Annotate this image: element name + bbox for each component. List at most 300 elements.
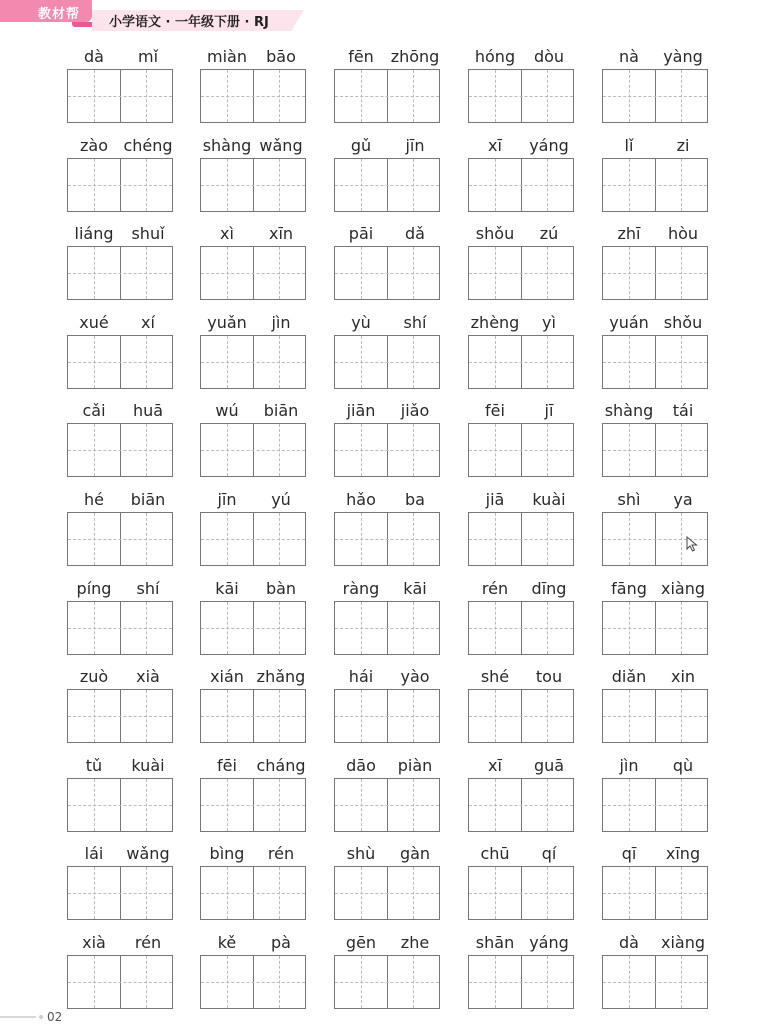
guide-line bbox=[227, 867, 228, 919]
guide-line bbox=[361, 513, 362, 565]
guide-line bbox=[68, 185, 172, 186]
pinyin-label: zhōng bbox=[390, 47, 440, 66]
guide-line bbox=[603, 716, 707, 717]
guide-line bbox=[413, 159, 414, 211]
pinyin-label: zhī bbox=[617, 224, 641, 243]
pinyin-label: jīn bbox=[217, 490, 237, 509]
tianzige-writing-box[interactable] bbox=[200, 335, 306, 389]
pinyin-label: xiàng bbox=[660, 933, 705, 952]
guide-line bbox=[681, 424, 682, 476]
pinyin-label: xì bbox=[220, 224, 234, 243]
pinyin-label: ba bbox=[405, 490, 425, 509]
tianzige-writing-box[interactable] bbox=[200, 689, 306, 743]
word-cell bbox=[468, 933, 576, 1019]
word-cell bbox=[334, 224, 442, 310]
tianzige-writing-box[interactable] bbox=[468, 423, 574, 477]
tianzige-writing-box[interactable] bbox=[468, 778, 574, 832]
word-cell bbox=[602, 47, 710, 133]
pinyin-label: yuán bbox=[609, 313, 649, 332]
word-cell bbox=[602, 844, 710, 930]
pinyin-label: wǎng bbox=[259, 136, 303, 155]
pinyin-label: pāi bbox=[348, 224, 374, 243]
guide-line bbox=[68, 716, 172, 717]
tianzige-writing-box[interactable] bbox=[67, 69, 173, 123]
guide-line bbox=[603, 982, 707, 983]
guide-line bbox=[547, 424, 548, 476]
guide-line bbox=[413, 867, 414, 919]
tianzige-writing-box[interactable] bbox=[334, 601, 440, 655]
pinyin-label: pà bbox=[271, 933, 291, 952]
guide-line bbox=[227, 602, 228, 654]
tianzige-writing-box[interactable] bbox=[334, 158, 440, 212]
guide-line bbox=[361, 779, 362, 831]
guide-line bbox=[227, 424, 228, 476]
guide-line bbox=[629, 690, 630, 742]
word-cell bbox=[468, 401, 576, 487]
pinyin-label: hé bbox=[84, 490, 104, 509]
guide-line bbox=[146, 70, 147, 122]
pinyin-label: yáng bbox=[529, 933, 569, 952]
guide-line bbox=[495, 779, 496, 831]
pinyin-label: kāi bbox=[215, 579, 239, 598]
pinyin-label: xī bbox=[488, 756, 502, 775]
word-cell bbox=[200, 667, 308, 753]
guide-line bbox=[227, 513, 228, 565]
tianzige-writing-box[interactable] bbox=[602, 335, 708, 389]
guide-line bbox=[361, 159, 362, 211]
pinyin-label: biān bbox=[130, 490, 166, 509]
guide-line bbox=[94, 247, 95, 299]
guide-line bbox=[201, 982, 305, 983]
word-cell bbox=[334, 579, 442, 665]
pinyin-label: miàn bbox=[207, 47, 247, 66]
guide-line bbox=[201, 96, 305, 97]
tianzige-writing-box[interactable] bbox=[334, 335, 440, 389]
pinyin-label: chéng bbox=[123, 136, 173, 155]
pinyin-label: xià bbox=[136, 667, 160, 686]
guide-line bbox=[547, 247, 548, 299]
guide-line bbox=[495, 867, 496, 919]
guide-line bbox=[495, 424, 496, 476]
word-cell bbox=[468, 47, 576, 133]
pinyin-label: jī bbox=[544, 401, 554, 420]
guide-line bbox=[335, 185, 439, 186]
pinyin-label: dāo bbox=[346, 756, 376, 775]
tianzige-writing-box[interactable] bbox=[334, 866, 440, 920]
tianzige-writing-box[interactable] bbox=[602, 689, 708, 743]
guide-line bbox=[201, 450, 305, 451]
tianzige-writing-box[interactable] bbox=[67, 955, 173, 1009]
pinyin-label: yú bbox=[271, 490, 291, 509]
tianzige-writing-box[interactable] bbox=[200, 158, 306, 212]
pinyin-label: zú bbox=[539, 224, 559, 243]
tianzige-writing-box[interactable] bbox=[602, 246, 708, 300]
tianzige-writing-box[interactable] bbox=[200, 246, 306, 300]
tianzige-writing-box[interactable] bbox=[334, 69, 440, 123]
guide-line bbox=[335, 96, 439, 97]
guide-line bbox=[413, 956, 414, 1008]
tianzige-writing-box[interactable] bbox=[200, 955, 306, 1009]
guide-line bbox=[68, 805, 172, 806]
guide-line bbox=[146, 867, 147, 919]
guide-line bbox=[94, 70, 95, 122]
guide-line bbox=[629, 513, 630, 565]
guide-line bbox=[361, 956, 362, 1008]
guide-line bbox=[279, 779, 280, 831]
pinyin-label: lǐ bbox=[624, 136, 634, 155]
guide-line bbox=[227, 779, 228, 831]
word-cell bbox=[334, 47, 442, 133]
word-cell bbox=[67, 47, 175, 133]
word-cell bbox=[67, 136, 175, 222]
word-cell bbox=[334, 490, 442, 576]
pinyin-label: shí bbox=[136, 579, 160, 598]
guide-line bbox=[629, 70, 630, 122]
guide-line bbox=[227, 336, 228, 388]
pinyin-label: xué bbox=[79, 313, 109, 332]
pinyin-label: qī bbox=[621, 844, 637, 863]
pinyin-label: xī bbox=[488, 136, 502, 155]
guide-line bbox=[547, 690, 548, 742]
guide-line bbox=[201, 628, 305, 629]
word-cell bbox=[468, 756, 576, 842]
guide-line bbox=[361, 602, 362, 654]
guide-line bbox=[681, 779, 682, 831]
pinyin-label: qí bbox=[541, 844, 557, 863]
pinyin-label: kuài bbox=[532, 490, 566, 509]
word-cell bbox=[200, 844, 308, 930]
guide-line bbox=[469, 185, 573, 186]
guide-line bbox=[547, 956, 548, 1008]
guide-line bbox=[227, 247, 228, 299]
guide-line bbox=[413, 247, 414, 299]
tianzige-writing-box[interactable] bbox=[334, 423, 440, 477]
guide-line bbox=[94, 690, 95, 742]
word-cell bbox=[200, 47, 308, 133]
guide-line bbox=[227, 159, 228, 211]
tianzige-writing-box[interactable] bbox=[67, 689, 173, 743]
tianzige-writing-box[interactable] bbox=[468, 69, 574, 123]
tianzige-writing-box[interactable] bbox=[468, 689, 574, 743]
pinyin-label: chū bbox=[480, 844, 510, 863]
guide-line bbox=[413, 602, 414, 654]
guide-line bbox=[335, 716, 439, 717]
tianzige-writing-box[interactable] bbox=[602, 69, 708, 123]
word-cell bbox=[334, 844, 442, 930]
word-cell bbox=[468, 490, 576, 576]
pinyin-label: jiǎo bbox=[400, 401, 430, 420]
tianzige-writing-box[interactable] bbox=[602, 866, 708, 920]
pinyin-label: mǐ bbox=[137, 47, 159, 66]
guide-line bbox=[469, 982, 573, 983]
tianzige-writing-box[interactable] bbox=[200, 866, 306, 920]
guide-line bbox=[68, 982, 172, 983]
guide-line bbox=[94, 424, 95, 476]
guide-line bbox=[603, 362, 707, 363]
guide-line bbox=[469, 96, 573, 97]
tianzige-writing-box[interactable] bbox=[468, 246, 574, 300]
pinyin-label: cǎi bbox=[82, 401, 106, 420]
pinyin-label: shàng bbox=[202, 136, 252, 155]
guide-line bbox=[335, 893, 439, 894]
pinyin-label: guā bbox=[533, 756, 565, 775]
guide-line bbox=[547, 336, 548, 388]
word-cell bbox=[602, 313, 710, 399]
guide-line bbox=[413, 70, 414, 122]
pinyin-label: ya bbox=[673, 490, 693, 509]
guide-line bbox=[146, 602, 147, 654]
guide-line bbox=[146, 159, 147, 211]
tianzige-writing-box[interactable] bbox=[602, 601, 708, 655]
tianzige-writing-box[interactable] bbox=[334, 512, 440, 566]
pinyin-label: ràng bbox=[342, 579, 380, 598]
guide-line bbox=[94, 159, 95, 211]
tianzige-writing-box[interactable] bbox=[602, 778, 708, 832]
word-cell bbox=[67, 667, 175, 753]
pinyin-label: diǎn bbox=[611, 667, 647, 686]
word-cell bbox=[602, 756, 710, 842]
guide-line bbox=[279, 956, 280, 1008]
word-cell bbox=[67, 579, 175, 665]
tianzige-writing-box[interactable] bbox=[468, 158, 574, 212]
pinyin-label: fēi bbox=[217, 756, 237, 775]
guide-line bbox=[146, 513, 147, 565]
guide-line bbox=[227, 690, 228, 742]
tianzige-writing-box[interactable] bbox=[67, 778, 173, 832]
pinyin-label: hǎo bbox=[346, 490, 376, 509]
word-cell bbox=[200, 756, 308, 842]
pinyin-label: zào bbox=[80, 136, 108, 155]
guide-line bbox=[201, 273, 305, 274]
guide-line bbox=[495, 70, 496, 122]
guide-line bbox=[335, 982, 439, 983]
tianzige-writing-box[interactable] bbox=[67, 423, 173, 477]
pinyin-label: biān bbox=[263, 401, 299, 420]
guide-line bbox=[201, 539, 305, 540]
word-cell bbox=[67, 844, 175, 930]
pinyin-label: gàn bbox=[399, 844, 431, 863]
guide-line bbox=[469, 628, 573, 629]
guide-line bbox=[469, 362, 573, 363]
guide-line bbox=[279, 159, 280, 211]
pinyin-label: tái bbox=[672, 401, 694, 420]
word-cell bbox=[468, 667, 576, 753]
word-cell bbox=[602, 490, 710, 576]
word-cell bbox=[334, 313, 442, 399]
pinyin-label: shàng bbox=[604, 401, 654, 420]
word-cell bbox=[67, 490, 175, 576]
tianzige-writing-box[interactable] bbox=[67, 512, 173, 566]
word-cell bbox=[334, 756, 442, 842]
guide-line bbox=[94, 602, 95, 654]
guide-line bbox=[201, 805, 305, 806]
guide-line bbox=[681, 159, 682, 211]
pinyin-label: jìn bbox=[271, 313, 291, 332]
pinyin-label: rén bbox=[267, 844, 295, 863]
pinyin-label: yáng bbox=[529, 136, 569, 155]
pinyin-label: shuǐ bbox=[131, 224, 165, 243]
guide-line bbox=[681, 247, 682, 299]
tianzige-writing-box[interactable] bbox=[468, 601, 574, 655]
tianzige-writing-box[interactable] bbox=[200, 69, 306, 123]
footer-dot bbox=[39, 1015, 43, 1019]
guide-line bbox=[629, 779, 630, 831]
pinyin-label: píng bbox=[76, 579, 112, 598]
tianzige-writing-box[interactable] bbox=[200, 512, 306, 566]
guide-line bbox=[681, 70, 682, 122]
guide-line bbox=[279, 424, 280, 476]
guide-line bbox=[495, 159, 496, 211]
guide-line bbox=[227, 956, 228, 1008]
pinyin-label: bāo bbox=[266, 47, 296, 66]
brand-label: 教材帮 bbox=[38, 7, 81, 22]
guide-line bbox=[68, 539, 172, 540]
guide-line bbox=[413, 690, 414, 742]
tianzige-writing-box[interactable] bbox=[468, 512, 574, 566]
guide-line bbox=[603, 96, 707, 97]
word-cell bbox=[200, 136, 308, 222]
tianzige-writing-box[interactable] bbox=[200, 423, 306, 477]
guide-line bbox=[201, 185, 305, 186]
tianzige-writing-box[interactable] bbox=[200, 778, 306, 832]
tianzige-writing-box[interactable] bbox=[468, 955, 574, 1009]
guide-line bbox=[603, 805, 707, 806]
tianzige-writing-box[interactable] bbox=[334, 246, 440, 300]
guide-line bbox=[547, 513, 548, 565]
pinyin-label: zhe bbox=[400, 933, 430, 952]
guide-line bbox=[547, 779, 548, 831]
tianzige-writing-box[interactable] bbox=[334, 689, 440, 743]
guide-line bbox=[335, 539, 439, 540]
guide-line bbox=[469, 716, 573, 717]
pinyin-label: xin bbox=[670, 667, 696, 686]
guide-line bbox=[68, 628, 172, 629]
guide-line bbox=[146, 779, 147, 831]
pinyin-label: jīn bbox=[405, 136, 425, 155]
guide-line bbox=[146, 247, 147, 299]
guide-line bbox=[413, 336, 414, 388]
guide-line bbox=[629, 867, 630, 919]
pinyin-label: wǎng bbox=[126, 844, 170, 863]
guide-line bbox=[279, 513, 280, 565]
word-cell bbox=[334, 136, 442, 222]
guide-line bbox=[279, 336, 280, 388]
word-cell bbox=[67, 313, 175, 399]
pinyin-label: xià bbox=[82, 933, 106, 952]
guide-line bbox=[681, 336, 682, 388]
pinyin-label: hái bbox=[348, 667, 374, 686]
tianzige-writing-box[interactable] bbox=[468, 866, 574, 920]
word-cell bbox=[200, 490, 308, 576]
guide-line bbox=[495, 513, 496, 565]
pinyin-label: zhǎng bbox=[256, 667, 306, 686]
tianzige-writing-box[interactable] bbox=[67, 866, 173, 920]
pinyin-label: dà bbox=[84, 47, 104, 66]
guide-line bbox=[469, 893, 573, 894]
guide-line bbox=[629, 159, 630, 211]
tianzige-writing-box[interactable] bbox=[200, 601, 306, 655]
pinyin-label: tǔ bbox=[85, 756, 103, 775]
guide-line bbox=[681, 956, 682, 1008]
tianzige-writing-box[interactable] bbox=[334, 955, 440, 1009]
pinyin-label: zhèng bbox=[470, 313, 520, 332]
guide-line bbox=[681, 867, 682, 919]
word-cell bbox=[334, 933, 442, 1019]
tianzige-writing-box[interactable] bbox=[334, 778, 440, 832]
word-cell bbox=[468, 224, 576, 310]
guide-line bbox=[495, 336, 496, 388]
guide-line bbox=[547, 159, 548, 211]
guide-line bbox=[629, 424, 630, 476]
guide-line bbox=[681, 602, 682, 654]
guide-line bbox=[94, 513, 95, 565]
guide-line bbox=[413, 779, 414, 831]
guide-line bbox=[495, 247, 496, 299]
mouse-cursor-icon bbox=[686, 536, 698, 552]
tianzige-writing-box[interactable] bbox=[67, 246, 173, 300]
guide-line bbox=[335, 362, 439, 363]
guide-line bbox=[361, 690, 362, 742]
tianzige-writing-box[interactable] bbox=[67, 335, 173, 389]
pinyin-label: fēi bbox=[485, 401, 505, 420]
pinyin-label: yàng bbox=[663, 47, 703, 66]
tianzige-writing-box[interactable] bbox=[67, 158, 173, 212]
tianzige-writing-box[interactable] bbox=[602, 158, 708, 212]
pinyin-label: yào bbox=[400, 667, 430, 686]
pinyin-label: rén bbox=[134, 933, 162, 952]
pinyin-label: yì bbox=[542, 313, 556, 332]
pinyin-label: shì bbox=[617, 490, 641, 509]
guide-line bbox=[68, 362, 172, 363]
pinyin-label: hòu bbox=[667, 224, 699, 243]
word-cell bbox=[200, 313, 308, 399]
guide-line bbox=[68, 273, 172, 274]
guide-line bbox=[681, 513, 682, 565]
tianzige-writing-box[interactable] bbox=[468, 335, 574, 389]
guide-line bbox=[279, 70, 280, 122]
guide-line bbox=[201, 362, 305, 363]
word-cell bbox=[468, 136, 576, 222]
guide-line bbox=[603, 628, 707, 629]
pinyin-label: qù bbox=[672, 756, 694, 775]
pinyin-label: xiàng bbox=[660, 579, 705, 598]
guide-line bbox=[681, 690, 682, 742]
pinyin-label: dà bbox=[619, 933, 639, 952]
pinyin-label: xīn bbox=[268, 224, 294, 243]
pinyin-label: bàn bbox=[265, 579, 297, 598]
tianzige-writing-box[interactable] bbox=[602, 423, 708, 477]
pinyin-label: dīng bbox=[531, 579, 567, 598]
guide-line bbox=[335, 628, 439, 629]
guide-line bbox=[603, 893, 707, 894]
pinyin-label: shé bbox=[480, 667, 510, 686]
pinyin-label: xí bbox=[141, 313, 155, 332]
pinyin-label: bìng bbox=[209, 844, 245, 863]
pinyin-label: piàn bbox=[397, 756, 433, 775]
tianzige-writing-box[interactable] bbox=[602, 955, 708, 1009]
guide-line bbox=[547, 70, 548, 122]
guide-line bbox=[279, 247, 280, 299]
tianzige-writing-box[interactable] bbox=[67, 601, 173, 655]
guide-line bbox=[495, 602, 496, 654]
pinyin-label: huā bbox=[132, 401, 164, 420]
guide-line bbox=[201, 893, 305, 894]
pinyin-label: cháng bbox=[256, 756, 306, 775]
pinyin-label: kě bbox=[217, 933, 237, 952]
guide-line bbox=[279, 867, 280, 919]
word-cell bbox=[200, 579, 308, 665]
pinyin-label: shān bbox=[475, 933, 515, 952]
